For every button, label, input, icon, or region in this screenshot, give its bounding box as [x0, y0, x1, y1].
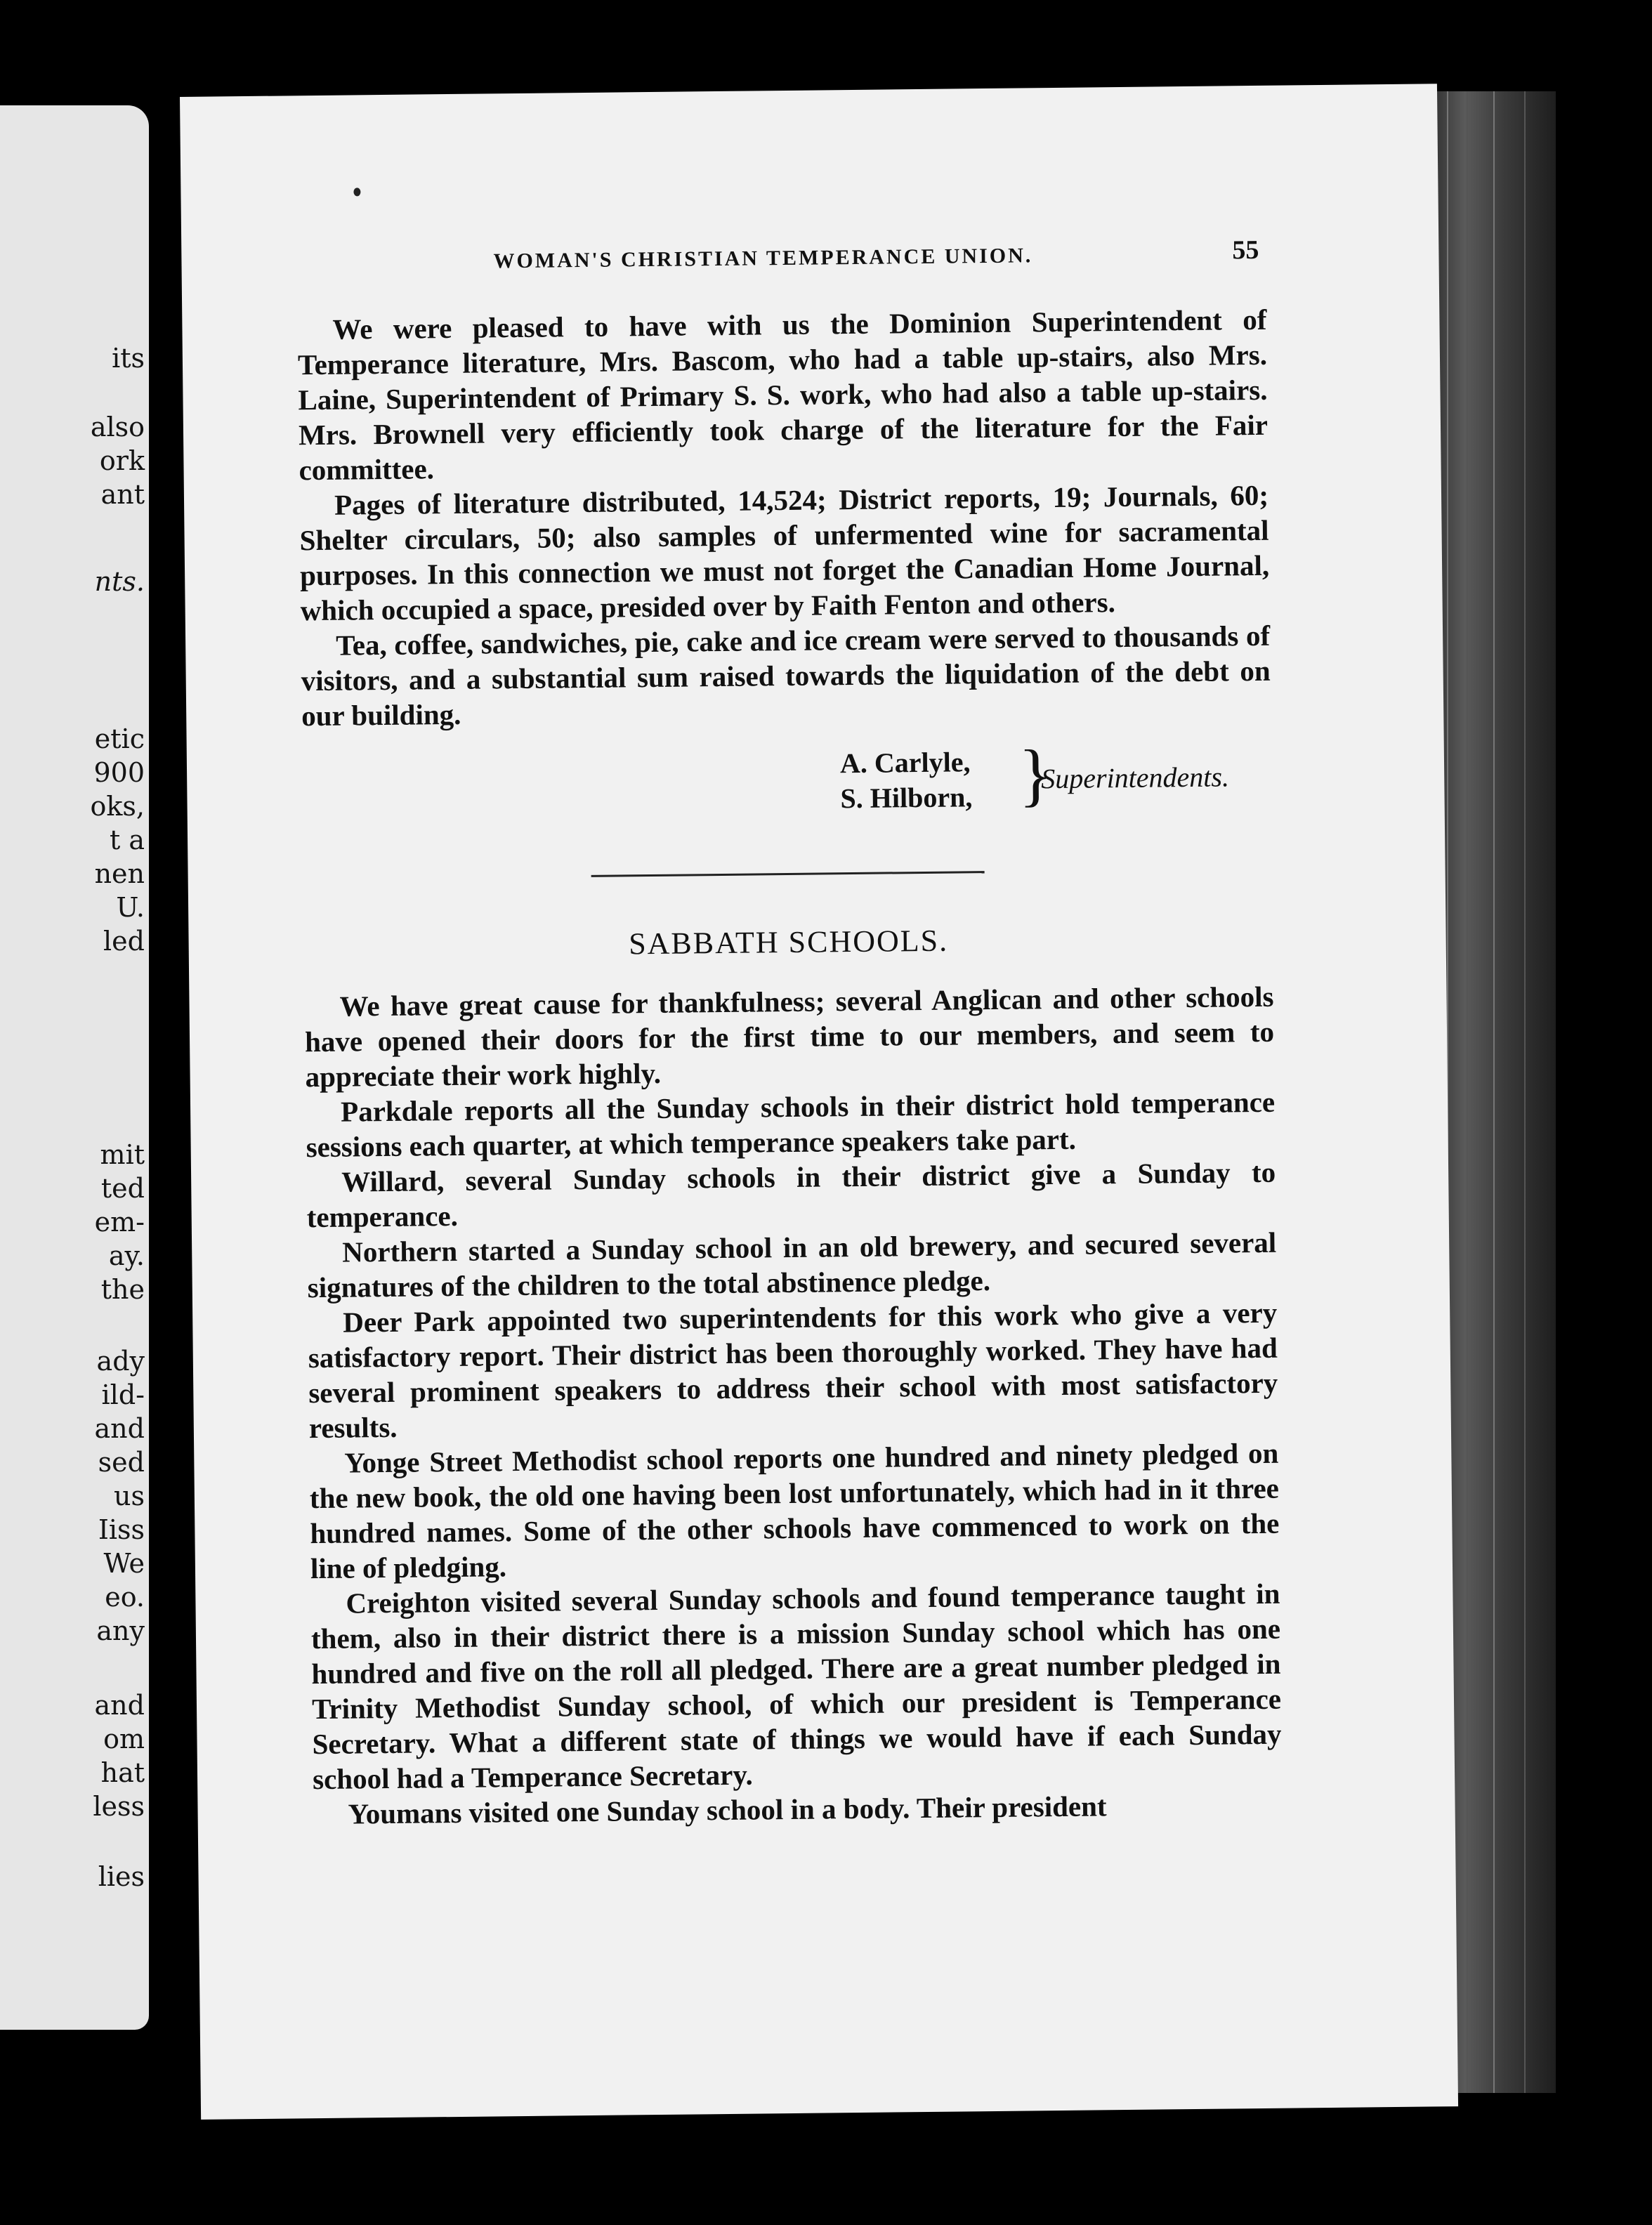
signature-role: Superintendents.	[1040, 761, 1230, 795]
left-page-fragment: We	[103, 1548, 145, 1579]
left-page-fragment: etic	[94, 723, 145, 754]
left-page-fragment: sed	[98, 1447, 145, 1478]
paragraph: We were pleased to have with us the Dominion Superintendent of Temperance literature, Mrs. Bascom, who had a table up-stairs, also Mrs. Laine, Superintendent of Primary S. S. work, who had also a table up-stairs. Mrs. Brownell very efficiently took charge of the literature for the Fair committee.	[297, 303, 1268, 487]
sabbath-schools-section	[304, 979, 1282, 1832]
paragraph: Creighton visited several Sunday schools and found temperance taught in them, also in their district there is a mission Sunday school which has one hundred and five on the roll all pledged. There are a great number pledged in Trinity Methodist Sunday school, of which our president is Temperance Secretary. What a different state of things we would have if each Sunday school had a Temperance Secretary.	[310, 1577, 1282, 1796]
left-page-fragment: mit	[100, 1139, 145, 1170]
left-page-fragment: eo.	[105, 1582, 145, 1613]
left-page-fragment: em-	[94, 1207, 145, 1238]
paragraph: Tea, coffee, sandwiches, pie, cake and ice cream were served to thousands of visitors, and a substantial sum raised towards the liquidation of the debt on our building.	[301, 619, 1271, 733]
left-page-fragment: ork	[99, 445, 145, 476]
paragraph: Willard, several Sunday schools in their district give a Sunday to temperance.	[306, 1155, 1276, 1234]
left-page-fragment: ady	[96, 1346, 145, 1377]
left-page-fragment: oks,	[90, 791, 145, 822]
left-page-fragment: Iiss	[98, 1514, 145, 1545]
fair-report-section	[297, 302, 1272, 825]
left-page-fragment: any	[96, 1615, 145, 1646]
left-page-fragment: also	[90, 412, 145, 442]
brace-glyph: }	[1018, 735, 1053, 814]
left-facing-page	[0, 105, 149, 2030]
signature-name: S. Hilborn,	[840, 781, 973, 815]
left-page-fragment: om	[103, 1724, 145, 1754]
left-page-fragment: and	[94, 1690, 145, 1721]
left-page-fragment: ild-	[101, 1379, 145, 1410]
left-page-fragment: nen	[94, 858, 145, 889]
left-page-fragment: t a	[109, 825, 145, 855]
paragraph: Pages of literature distributed, 14,524; District reports, 19; Journals, 60; Shelter circulars, 50; also samples of unfermented wine for sacramental purposes. In this connection we must not forget the Canadian Home Journal, which occupied a space, presided over by Faith Fenton and others.	[299, 478, 1270, 627]
left-page-fragment: and	[94, 1413, 145, 1444]
running-head	[296, 235, 1266, 287]
left-page-fragment: its	[112, 343, 145, 374]
left-page-fragment: ant	[100, 479, 145, 510]
main-page	[180, 84, 1458, 2120]
left-page-fragment: lies	[98, 1861, 145, 1892]
left-page-fragment: the	[100, 1274, 145, 1305]
paragraph: Deer Park appointed two superintendents for this work who give a very satisfactory report. Their district has been thoroughly worked. They have had several prominent speakers to address their school with most satisfactory results.	[308, 1296, 1278, 1445]
left-page-fragment: ay.	[108, 1240, 145, 1271]
section-title: SABBATH SCHOOLS.	[628, 923, 949, 961]
signature-name: A. Carlyle,	[839, 746, 971, 780]
paragraph: Youmans visited one Sunday school in a body. Their president	[348, 1790, 1107, 1830]
paragraph: Parkdale reports all the Sunday schools in their district hold temperance sessions each quarter, at which temperance speakers take part.	[306, 1085, 1276, 1164]
paragraph: Northern started a Sunday school in an old brewery, and secured several signatures of the children to the total abstinence pledge.	[307, 1226, 1277, 1304]
left-page-fragment: less	[93, 1791, 145, 1822]
signature-names	[840, 744, 973, 816]
left-page-fragment: us	[114, 1481, 145, 1511]
section-divider	[591, 871, 985, 877]
page-number: 55	[1232, 235, 1259, 265]
signature-block	[302, 735, 1272, 825]
page-content	[296, 235, 1283, 1832]
running-title: WOMAN'S CHRISTIAN TEMPERANCE UNION.	[493, 244, 1033, 273]
ink-mark	[353, 188, 360, 196]
left-page-fragment: nts.	[94, 566, 145, 597]
left-page-fragment: U.	[116, 892, 145, 923]
left-page-fragment: ted	[100, 1173, 145, 1204]
left-page-fragment: hat	[100, 1757, 145, 1788]
paragraph: We have great cause for thankfulness; several Anglican and other schools have opened their doors for the first time to our members, and seem to appreciate their work highly.	[304, 980, 1275, 1094]
left-page-fragment: 900	[93, 757, 145, 788]
book-gutter	[149, 84, 183, 2121]
paragraph: Yonge Street Methodist school reports one hundred and ninety pledged on the new book, the old one having been lost unfortunately, which had in it three hundred names. Some of the other schools have commenced to work on the line of pledging.	[309, 1436, 1280, 1585]
left-page-fragment: led	[103, 926, 145, 957]
